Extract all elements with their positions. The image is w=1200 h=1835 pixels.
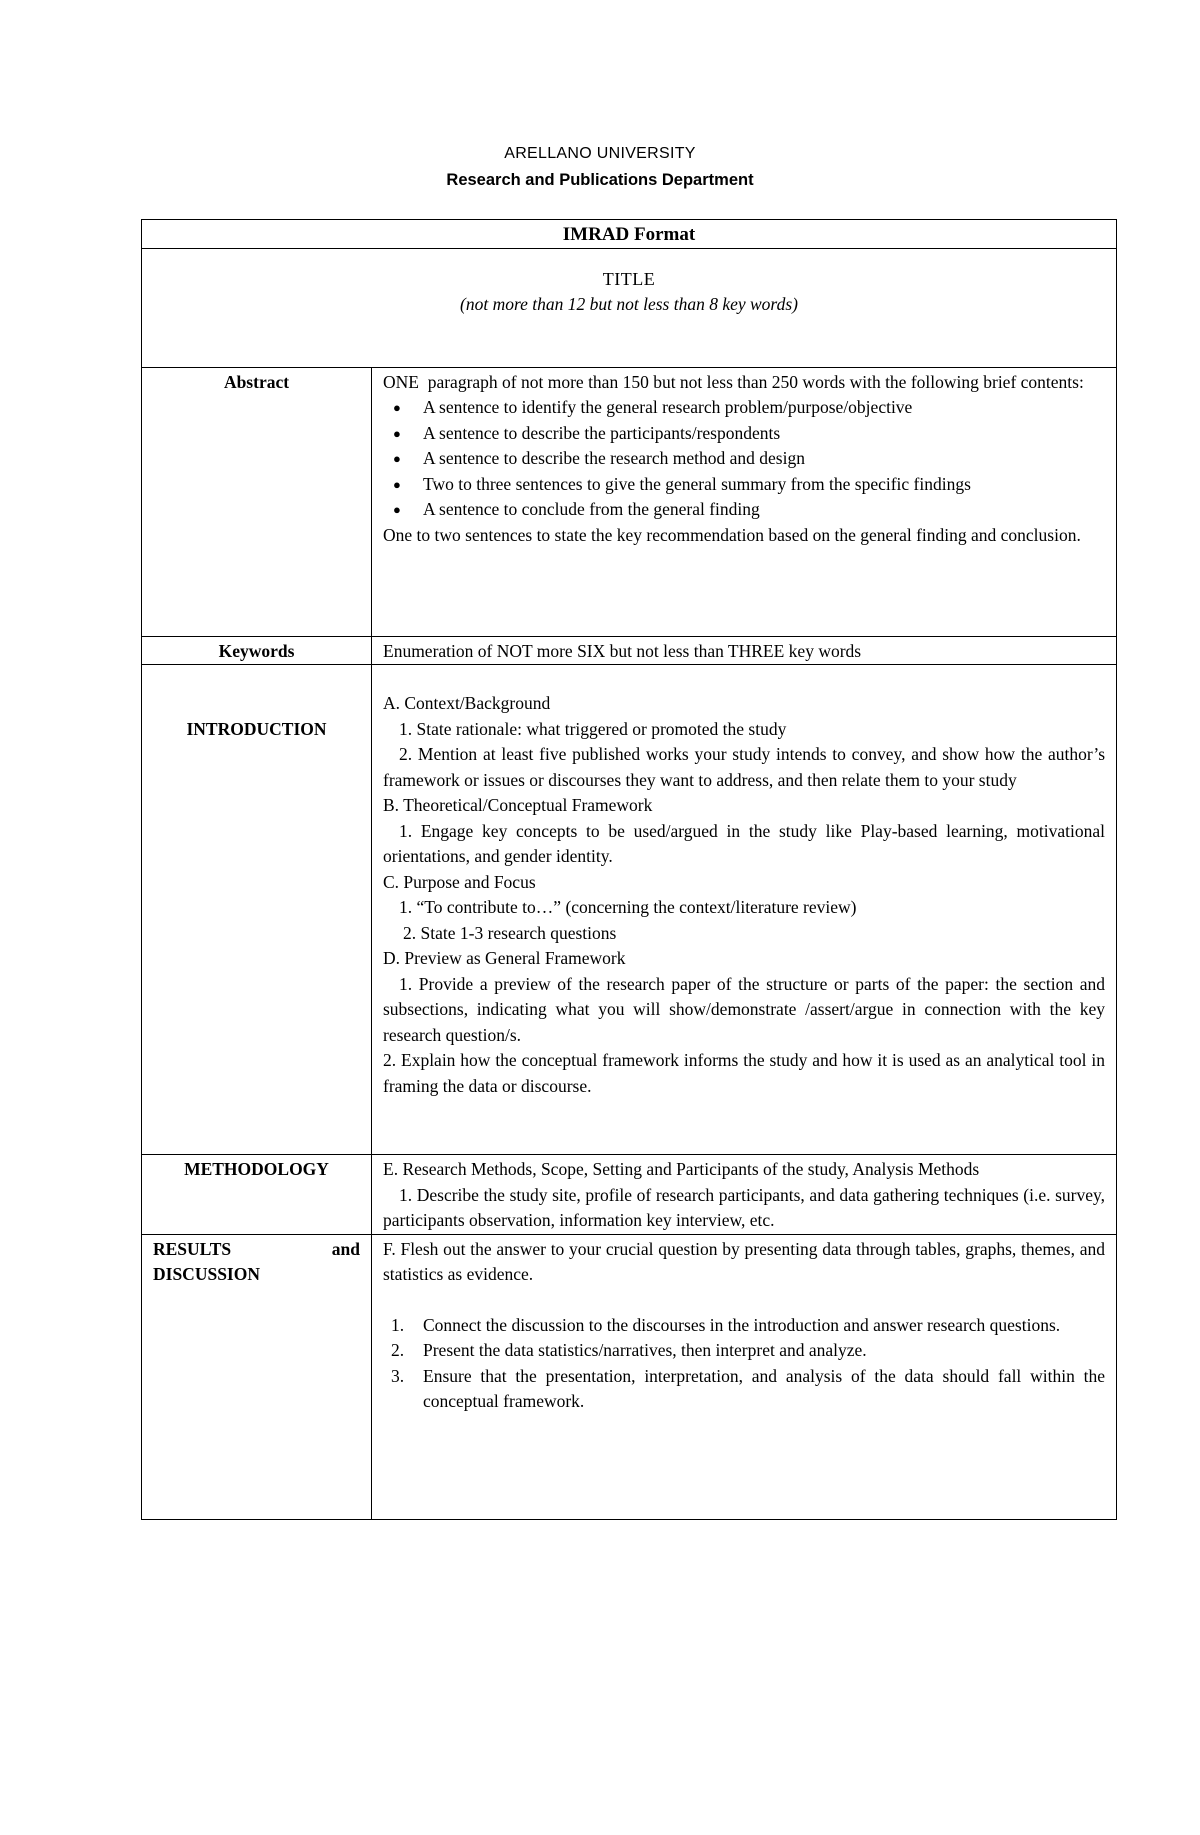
university-name: ARELLANO UNIVERSITY (504, 145, 696, 162)
introduction-row (142, 665, 1117, 1155)
methodology-label: METHODOLOGY (142, 1155, 372, 1235)
abstract-content (372, 367, 1117, 636)
format-row (142, 220, 1117, 249)
intro-line: A. Context/Background (383, 693, 551, 713)
intro-line: 2. State 1-3 research questions (403, 922, 617, 943)
keywords-text: Enumeration of NOT more SIX but not less than THREE key words (372, 636, 1117, 665)
methodology-row (142, 1155, 1117, 1235)
list-item: ● Two to three sentences to give the general summary from the specific findings (423, 472, 1105, 498)
introduction-content (372, 665, 1117, 1155)
results-content (372, 1234, 1117, 1519)
imrad-table (141, 219, 1117, 1520)
intro-line: 1. Provide a preview of the research paper of the structure or parts of the paper: the section and subsections, indicating what you will show/demonstrate /assert/argue in connection with the key research question/s. (383, 973, 1105, 1045)
list-item: ● A sentence to describe the participants/respondents (423, 421, 1105, 447)
methodology-content (372, 1155, 1117, 1235)
introduction-label-text: INTRODUCTION (186, 719, 327, 739)
results-label-line2: DISCUSSION (153, 1264, 260, 1284)
title-cell (142, 248, 1117, 367)
format-title: IMRAD Format (142, 220, 1117, 249)
intro-line: 2. Mention at least five published works your study intends to convey, and show how the author’s framework or issues or discourses they want to address, and then relate them to your study (383, 744, 1105, 790)
intro-line: 1. State rationale: what triggered or promoted the study (399, 718, 787, 739)
intro-line: B. Theoretical/Conceptual Framework (383, 795, 653, 815)
results-label-line1: RESULTS (153, 1238, 232, 1259)
list-item: ● A sentence to identify the general research problem/purpose/objective (423, 395, 1105, 421)
title-heading: TITLE (602, 268, 656, 289)
results-numbered-list (383, 1313, 1105, 1415)
list-item: 2. Present the data statistics/narratives, then interpret and analyze. (391, 1340, 867, 1360)
results-intro: F. Flesh out the answer to your crucial question by presenting data through tables, graphs, themes, and statistics as evidence. (383, 1238, 1105, 1284)
abstract-bullet-list (383, 395, 1105, 523)
methodology-line: E. Research Methods, Scope, Setting and Participants of the study, Analysis Methods (383, 1159, 980, 1179)
abstract-intro: ONE paragraph of not more than 150 but not less than 250 words with the following brief contents: (383, 371, 1084, 392)
introduction-label (142, 665, 372, 1155)
abstract-row (142, 367, 1117, 636)
list-item: ● A sentence to describe the research method and design (423, 446, 1105, 472)
department-name: Research and Publications Department (446, 171, 754, 189)
list-item: ● A sentence to conclude from the general finding (423, 497, 1105, 523)
results-label-and: and (331, 1238, 360, 1259)
intro-line: 1. “To contribute to…” (concerning the context/literature review) (399, 897, 857, 917)
keywords-label: Keywords (142, 636, 372, 665)
intro-line: C. Purpose and Focus (383, 871, 536, 892)
title-row (142, 248, 1117, 367)
abstract-closing: One to two sentences to state the key recommendation based on the general finding and conclusion. (383, 524, 1081, 545)
results-row (142, 1234, 1117, 1519)
abstract-label: Abstract (142, 367, 372, 636)
intro-line: 1. Engage key concepts to be used/argued in the study like Play-based learning, motivational orientations, and gender identity. (383, 820, 1105, 866)
results-label (142, 1234, 372, 1519)
list-item: 3. Ensure that the presentation, interpretation, and analysis of the data should fall within the conceptual framework. (391, 1365, 1105, 1411)
title-note: (not more than 12 but not less than 8 key words) (460, 294, 798, 314)
intro-line: D. Preview as General Framework (383, 948, 626, 968)
list-item: 1. Connect the discussion to the discourses in the introduction and answer research questions. (391, 1314, 1061, 1335)
intro-line: 2. Explain how the conceptual framework informs the study and how it is used as an analytical tool in framing the data or discourse. (383, 1050, 1105, 1096)
keywords-row (142, 636, 1117, 665)
methodology-line: 1. Describe the study site, profile of research participants, and data gathering techniques (i.e. survey, participants observation, information key interview, etc. (383, 1184, 1105, 1230)
